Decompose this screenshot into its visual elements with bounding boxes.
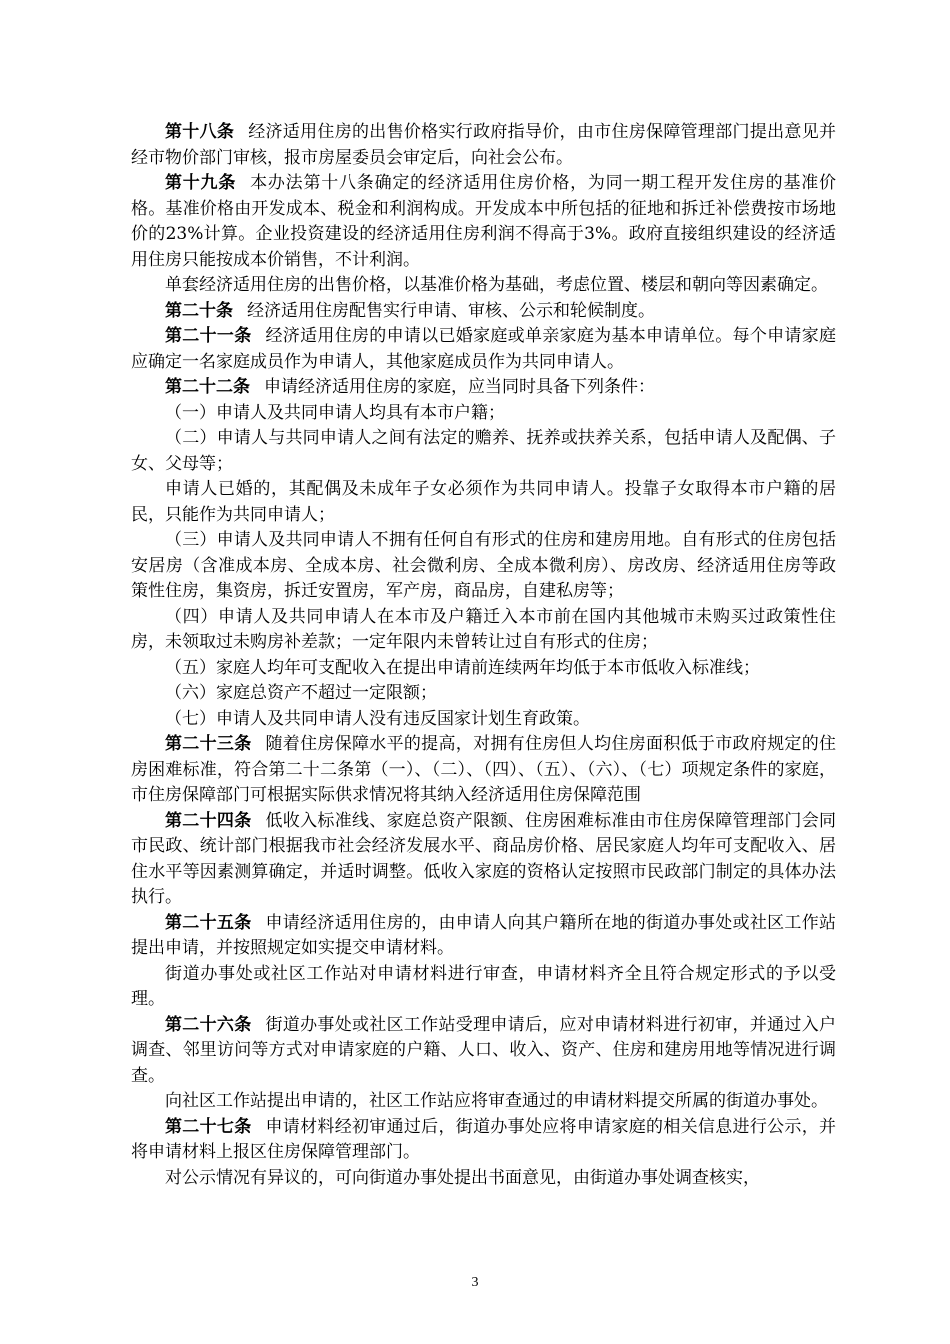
paragraph	[131, 528, 836, 605]
paragraph	[131, 962, 836, 1013]
article-heading: 第二十五条	[165, 912, 252, 933]
paragraph	[131, 656, 836, 682]
paragraph-text: 单套经济适用住房的出售价格，以基准价格为基础，考虑位置、楼层和朝向等因素确定。	[165, 275, 828, 295]
paragraph-text: 低收入标准线、家庭总资产限额、住房困难标准由市住房保障管理部门会同市民政、统计部门根据我市社会经济发展水平、商品房价格、居民家庭人均年可支配收入、居住水平等因素测算确定，并适时调整。低收入家庭的资格认定按照市民政部门制定的具体办法执行。	[131, 810, 837, 907]
article-heading: 第二十七条	[165, 1116, 252, 1137]
paragraph	[131, 477, 836, 528]
paragraph	[131, 1013, 836, 1090]
article-heading: 第二十四条	[165, 810, 252, 831]
article-heading: 第十八条	[165, 122, 235, 142]
paragraph	[131, 605, 836, 656]
paragraph	[131, 299, 836, 325]
paragraph	[131, 273, 836, 299]
paragraph	[131, 375, 836, 401]
paragraph-text: 申请经济适用住房的，由申请人向其户籍所在地的街道办事处或社区工作站提出申请，并按照规定如实提交申请材料。	[131, 912, 837, 958]
paragraph	[131, 1115, 836, 1166]
paragraph	[131, 732, 836, 809]
paragraph	[131, 911, 836, 962]
paragraph-text: 街道办事处或社区工作站对申请材料进行审查，申请材料齐全且符合规定形式的予以受理。	[131, 963, 836, 1009]
paragraph-text: （七）申请人及共同申请人没有违反国家计划生育政策。	[165, 708, 590, 729]
paragraph-text: （六）家庭总资产不超过一定限额；	[165, 683, 437, 703]
paragraph-text: （四）申请人及共同申请人在本市及户籍迁入本市前在国内其他城市未购买过政策性住房，未领取过未购房补差款；一定年限内未曾转让过自有形式的住房；	[131, 606, 836, 652]
paragraph-text: 对公示情况有异议的，可向街道办事处提出书面意见，由街道办事处调查核实，	[165, 1167, 760, 1188]
paragraph-text: 本办法第十八条确定的经济适用住房价格，为同一期工程开发住房的基准价格。基准价格由开发成本、税金和利润构成。开发成本中所包括的征地和拆迁补偿费按市场地价的23%计算。企业投资建设的经济适用住房利润不得高于3%。政府直接组织建设的经济适用住房只能按成本价销售，不计利润。	[131, 173, 837, 270]
paragraph-text: 申请材料经初审通过后，街道办事处应将申请家庭的相关信息进行公示，并将申请材料上报区住房保障管理部门。	[131, 1116, 837, 1162]
paragraph	[131, 426, 836, 477]
paragraph-text: 向社区工作站提出申请的，社区工作站应将审查通过的申请材料提交所属的街道办事处。	[165, 1091, 828, 1111]
paragraph-text: （三）申请人及共同申请人不拥有任何自有形式的住房和建房用地。自有形式的住房包括安居房（含准成本房、全成本房、社会微利房、全成本微利房）、房改房、经济适用住房等政策性住房，集资房，拆迁安置房，军产房，商品房，自建私房等；	[131, 530, 836, 601]
paragraph-text: （五）家庭人均年可支配收入在提出申请前连续两年均低于本市低收入标准线；	[165, 657, 760, 678]
paragraph-text: 经济适用住房的出售价格实行政府指导价，由市住房保障管理部门提出意见并经市物价部门审核，报市房屋委员会审定后，向社会公布。	[131, 122, 837, 168]
paragraph	[131, 681, 836, 707]
paragraph-text: 经济适用住房配售实行申请、审核、公示和轮候制度。	[247, 300, 655, 321]
paragraph	[131, 171, 836, 273]
paragraph	[131, 401, 836, 427]
paragraph	[131, 1089, 836, 1115]
page-number: 3	[471, 1275, 479, 1290]
paragraph-text: 街道办事处或社区工作站受理申请后，应对申请材料进行初审，并通过入户调查、邻里访问等方式对申请家庭的户籍、人口、收入、资产、住房和建房用地等情况进行调查。	[131, 1014, 837, 1086]
paragraph-text: 随着住房保障水平的提高，对拥有住房但人均住房面积低于市政府规定的住房困难标准，符合第二十二条第（一）、（二）、（四）、（五）、（六）、（七）项规定条件的家庭，市住房保障部门可根据实际供求情况将其纳入经济适用住房保障范围	[131, 734, 837, 805]
paragraph-text: （二）申请人与共同申请人之间有法定的赡养、抚养或扶养关系，包括申请人及配偶、子女、父母等；	[131, 428, 836, 474]
article-heading: 第十九条	[165, 173, 237, 193]
paragraph-text: 申请人已婚的，其配偶及未成年子女必须作为共同申请人。投靠子女取得本市户籍的居民，只能作为共同申请人；	[131, 479, 836, 525]
article-heading: 第二十六条	[165, 1014, 252, 1035]
article-heading: 第二十三条	[165, 734, 252, 754]
document-body	[131, 120, 836, 1191]
paragraph	[131, 707, 836, 733]
article-heading: 第二十二条	[165, 377, 250, 397]
paragraph	[131, 120, 836, 171]
paragraph-text: （一）申请人及共同申请人均具有本市户籍；	[165, 402, 505, 423]
paragraph-text: 申请经济适用住房的家庭，应当同时具备下列条件：	[264, 377, 655, 397]
paragraph	[131, 1166, 836, 1192]
paragraph	[131, 809, 836, 911]
article-heading: 第二十条	[165, 300, 233, 321]
article-heading: 第二十一条	[165, 326, 252, 346]
paragraph-text: 经济适用住房的申请以已婚家庭或单亲家庭为基本申请单位。每个申请家庭应确定一名家庭成员作为申请人，其他家庭成员作为共同申请人。	[131, 326, 837, 372]
paragraph	[131, 324, 836, 375]
